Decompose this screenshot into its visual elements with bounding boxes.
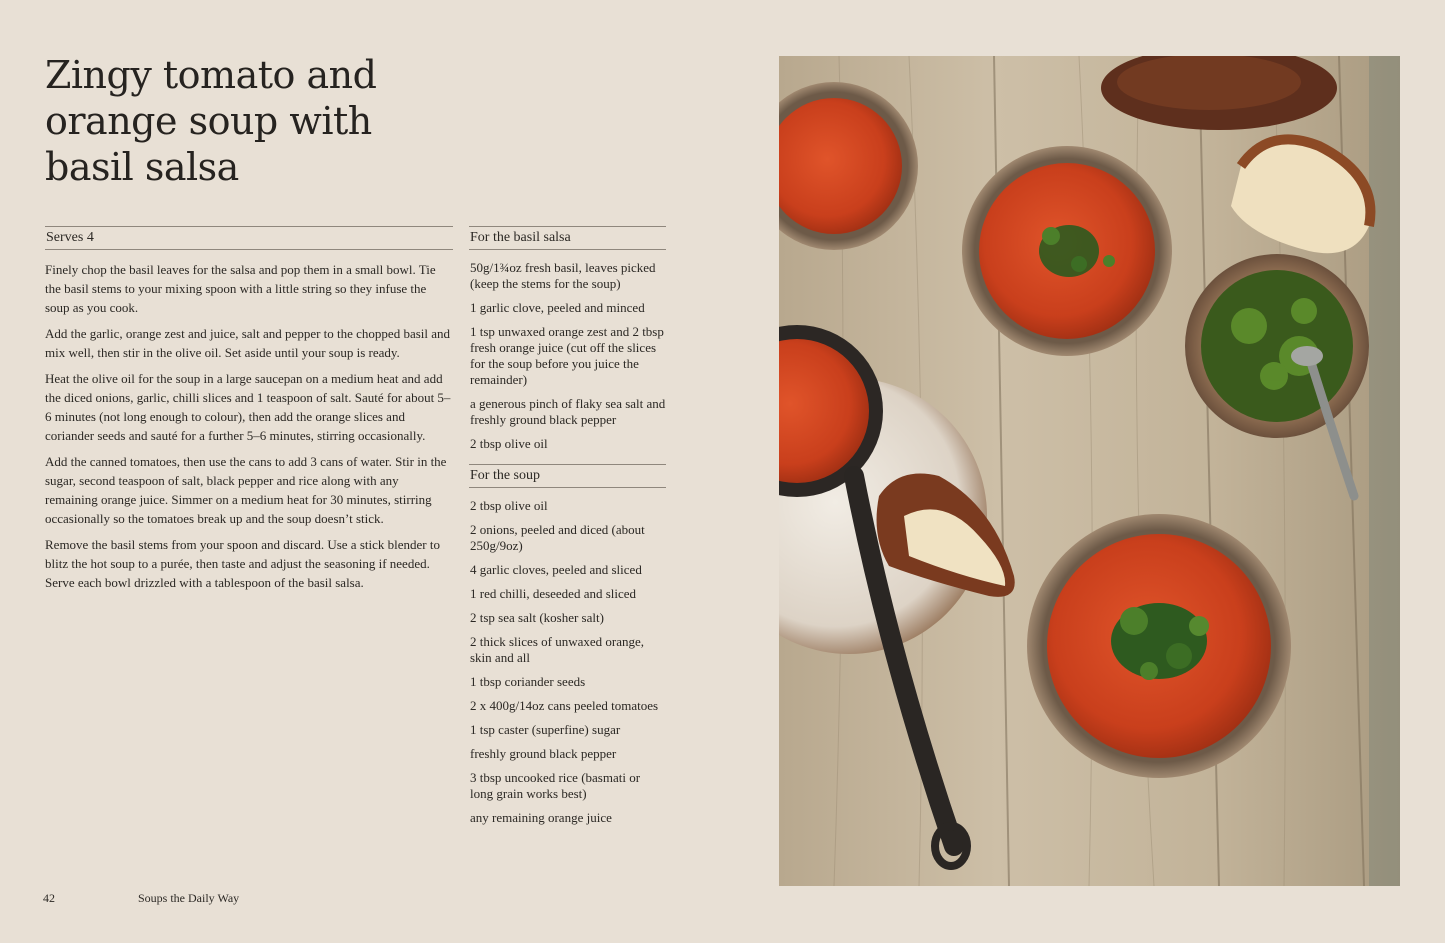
ingredient-item: any remaining orange juice [470, 810, 612, 825]
method-step: Add the canned tomatoes, then use the cans to add 3 cans of water. Stir in the sugar, second teaspoon of salt, black pepper and rice along with any remaining orange juice. Simmer on a medium heat for 30 minutes, stirring occasionally so the tomatoes break up and the soup doesn’t stick. [45, 454, 447, 526]
ingredient-item: 2 tbsp olive oil [470, 436, 548, 451]
method-column [45, 226, 453, 599]
ingredient-item: a generous pinch of flaky sea salt and freshly ground black pepper [470, 396, 666, 427]
recipe-title [45, 52, 465, 190]
title-line-3: basil salsa [45, 145, 239, 189]
title-line-2: orange soup with [45, 99, 372, 143]
soup-ingredient-list [469, 498, 666, 826]
soup-photo [779, 56, 1400, 886]
soup-heading: For the soup [469, 464, 666, 488]
method-step: Heat the olive oil for the soup in a large saucepan on a medium heat and add the diced onions, garlic, chilli slices and 1 teaspoon of salt. Sauté for about 5–6 minutes (not long enough to colour), then add the orange slices and coriander seeds and sauté for a further 5–6 minutes, stirring occasionally. [45, 371, 451, 443]
ingredient-item: 1 tsp unwaxed orange zest and 2 tbsp fresh orange juice (cut off the slices for the soup before you juice the remainder) [470, 324, 664, 387]
ingredient-item: 1 red chilli, deseeded and sliced [470, 586, 637, 601]
ingredient-item: 2 onions, peeled and diced (about 250g/9oz) [470, 522, 645, 553]
book-title: Soups the Daily Way [138, 891, 240, 905]
ingredient-item: 1 tbsp coriander seeds [470, 674, 586, 689]
page-number: 42 [43, 891, 55, 905]
ingredient-item: 2 tbsp olive oil [470, 498, 548, 513]
method-step: Finely chop the basil leaves for the salsa and pop them in a small bowl. Tie the basil stems to your mixing spoon with a little string so they infuse the soup as you cook. [45, 262, 436, 315]
salsa-heading: For the basil salsa [469, 226, 666, 250]
ingredient-item: 1 tsp caster (superfine) sugar [470, 722, 621, 737]
ingredient-item: 4 garlic cloves, peeled and sliced [470, 562, 642, 577]
method-step: Remove the basil stems from your spoon and discard. Use a stick blender to blitz the hot soup to a purée, then taste and adjust the seasoning if needed. Serve each bowl drizzled with a tablespoon of the basil salsa. [45, 537, 440, 590]
ingredients-column [469, 226, 666, 834]
ingredient-item: 3 tbsp uncooked rice (basmati or long grain works best) [470, 770, 641, 801]
ingredient-item: 2 x 400g/14oz cans peeled tomatoes [470, 698, 659, 713]
salsa-ingredient-list [469, 260, 666, 452]
title-line-1: Zingy tomato and [45, 53, 377, 97]
ingredient-item: 1 garlic clove, peeled and minced [470, 300, 645, 315]
ingredient-item: freshly ground black pepper [470, 746, 617, 761]
serves-heading: Serves 4 [45, 226, 453, 250]
ingredient-item: 50g/1¾oz fresh basil, leaves picked (keep the stems for the soup) [470, 260, 656, 291]
method-text [45, 260, 453, 592]
ingredient-item: 2 tsp sea salt (kosher salt) [470, 610, 604, 625]
ingredient-item: 2 thick slices of unwaxed orange, skin and all [470, 634, 645, 665]
method-step: Add the garlic, orange zest and juice, salt and pepper to the chopped basil and mix well, then stir in the olive oil. Set aside until your soup is ready. [45, 326, 451, 360]
